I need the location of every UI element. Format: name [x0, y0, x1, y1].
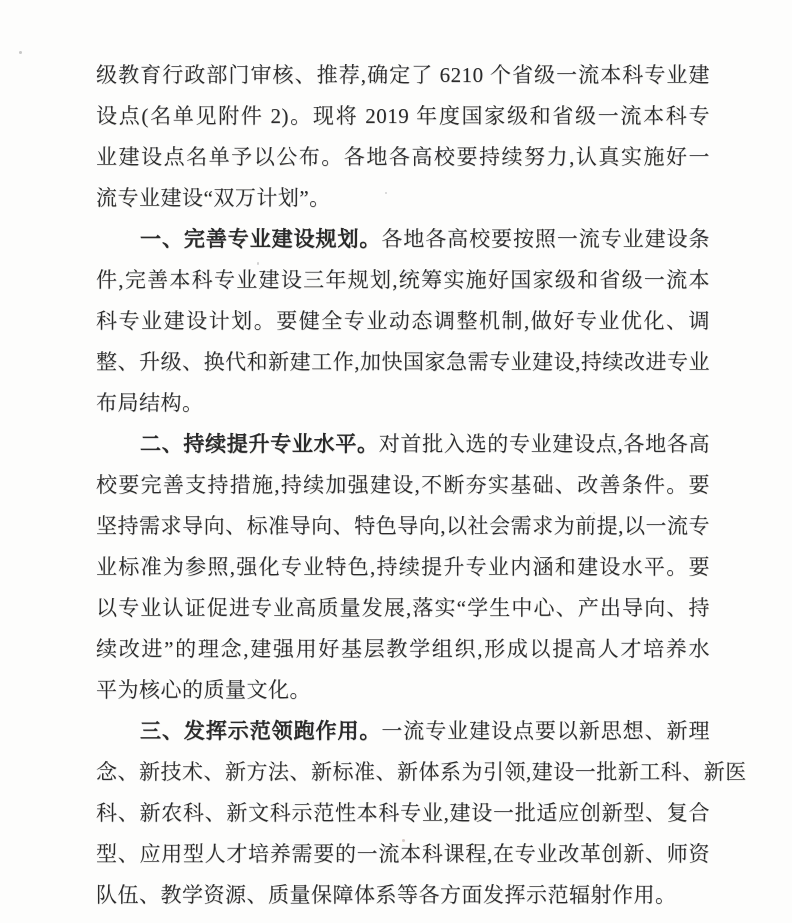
text-line: 级教育行政部门审核、推荐,确定了 6210 个省级一流本科专业建	[96, 63, 710, 87]
document-body	[96, 55, 747, 916]
text-line: 业标准为参照,强化专业特色,持续提升专业内涵和建设水平。要	[96, 555, 710, 579]
section-heading: 二、持续提升专业水平。	[140, 433, 379, 456]
text-line: 校要完善支持措施,持续加强建设,不断夯实基础、改善条件。要	[96, 473, 710, 497]
text-line: 科专业建设计划。要健全专业动态调整机制,做好专业优化、调	[96, 309, 710, 333]
text-line: 队伍、教学资源、质量保障体系等各方面发挥示范辐射作用。	[96, 883, 677, 907]
section-heading: 三、发挥示范领跑作用。	[140, 720, 382, 743]
text-line: 续改进”的理念,建强用好基层教学组织,形成以提高人才培养水	[96, 637, 710, 661]
text-line: 业建设点名单予以公布。各地各高校要持续努力,认真实施好一	[96, 145, 710, 169]
section-heading: 一、完善专业建设规划。	[140, 228, 382, 251]
text-line	[96, 711, 710, 752]
scan-speck	[19, 51, 22, 54]
text-line: 布局结构。	[96, 391, 204, 415]
text-line-body: 对首批入选的专业建设点,各地各高	[378, 432, 711, 456]
text-line: 平为核心的质量文化。	[96, 678, 311, 702]
text-line	[96, 424, 710, 465]
text-line: 件,完善本科专业建设三年规划,统筹实施好国家级和省级一流本	[96, 268, 710, 292]
text-line: 型、应用型人才培养需要的一流本科课程,在专业改革创新、师资	[96, 842, 710, 866]
text-line	[96, 219, 710, 260]
text-line: 以专业认证促进专业高质量发展,落实“学生中心、产出导向、持	[96, 596, 710, 620]
text-line: 坚持需求导向、标准导向、特色导向,以社会需求为前提,以一流专	[96, 514, 710, 538]
text-line-body: 各地各高校要按照一流专业建设条	[381, 227, 711, 251]
text-line: 念、新技术、新方法、新标准、新体系为引领,建设一批新工科、新医	[96, 760, 747, 784]
text-line: 科、新农科、新文科示范性本科专业,建设一批适应创新型、复合	[96, 801, 710, 825]
text-line: 流专业建设“双万计划”。	[96, 186, 331, 210]
text-line-body: 一流专业建设点要以新思想、新理	[381, 719, 711, 743]
text-line: 设点(名单见附件 2)。现将 2019 年度国家级和省级一流本科专	[96, 104, 710, 128]
text-line: 整、升级、换代和新建工作,加快国家急需专业建设,持续改进专业	[96, 350, 710, 374]
